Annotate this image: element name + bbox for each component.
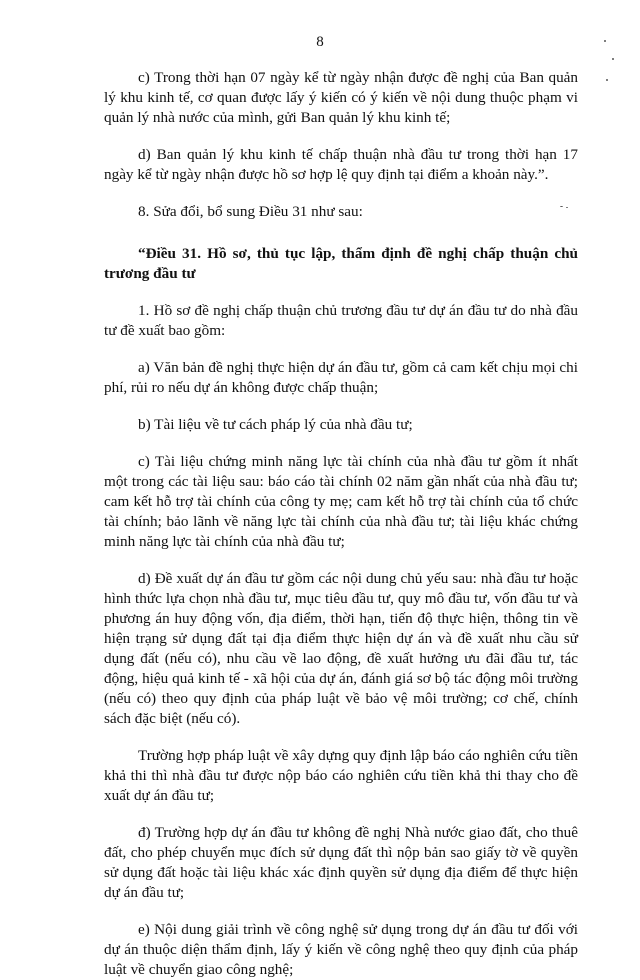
document-body	[104, 68, 578, 980]
paragraph-dd-land: đ) Trường hợp dự án đầu tư không đề nghị Nhà nước giao đất, cho thuê đất, cho phép chuyển mục đích sử dụng đất thì nộp bản sao giấy tờ về quyền sử dụng đất hoặc tài liệu khác xác định quyền sử dụng địa điểm để thực hiện dự án đầu tư;	[104, 824, 578, 901]
paragraph-d-approval: d) Ban quản lý khu kinh tế chấp thuận nhà đầu tư trong thời hạn 17 ngày kể từ ngày nhận được hồ sơ hợp lệ quy định tại điểm a khoản này.”.	[104, 146, 578, 183]
paragraph-c-consultation: c) Trong thời hạn 07 ngày kể từ ngày nhận được đề nghị của Ban quản lý khu kinh tế, cơ quan được lấy ý kiến có ý kiến về nội dung thuộc phạm vi quản lý nhà nước của mình, gửi Ban quản lý khu kinh tế;	[104, 69, 578, 126]
scan-speck	[560, 206, 563, 207]
article-31-heading: “Điều 31. Hồ sơ, thủ tục lập, thẩm định đề nghị chấp thuận chủ trương đầu tư	[104, 245, 578, 282]
scan-speck	[606, 79, 608, 81]
scan-speck	[566, 207, 568, 208]
paragraph-prefeasibility: Trường hợp pháp luật về xây dựng quy định lập báo cáo nghiên cứu tiền khả thi thì nhà đầu tư được nộp báo cáo nghiên cứu tiền khả thi thay cho đề xuất dự án đầu tư;	[104, 747, 578, 804]
page-number: 8	[316, 34, 324, 50]
scan-speck	[612, 58, 614, 60]
paragraph-e-technology: e) Nội dung giải trình về công nghệ sử dụng trong dự án đầu tư đối với dự án thuộc diện thẩm định, lấy ý kiến về công nghệ theo quy định của pháp luật về chuyển giao công nghệ;	[104, 921, 578, 978]
paragraph-c-financial: c) Tài liệu chứng minh năng lực tài chính của nhà đầu tư gồm ít nhất một trong các tài liệu sau: báo cáo tài chính 02 năm gần nhất của nhà đầu tư; cam kết hỗ trợ tài chính của công ty mẹ; cam kết hỗ trợ tài chính của tổ chức tài chính; bảo lãnh về năng lực tài chính của nhà đầu tư; tài liệu khác chứng minh năng lực tài chính của nhà đầu tư;	[104, 453, 578, 550]
paragraph-a-request: a) Văn bản đề nghị thực hiện dự án đầu tư, gồm cả cam kết chịu mọi chi phí, rủi ro nếu dự án không được chấp thuận;	[104, 359, 578, 396]
scan-speck	[604, 40, 606, 42]
paragraph-d-proposal: d) Đề xuất dự án đầu tư gồm các nội dung chủ yếu sau: nhà đầu tư hoặc hình thức lựa chọn nhà đầu tư, mục tiêu đầu tư, quy mô đầu tư, vốn đầu tư và phương án huy động vốn, địa điểm, thời hạn, tiến độ thực hiện, thông tin về hiện trạng sử dụng đất tại địa điểm thực hiện dự án và đề xuất nhu cầu sử dụng đất (nếu có), nhu cầu về lao động, đề xuất hưởng ưu đãi đầu tư, tác động, hiệu quả kinh tế - xã hội của dự án, đánh giá sơ bộ tác động môi trường (nếu có) theo quy định của pháp luật về bảo vệ môi trường; cơ chế, chính sách đặc biệt (nếu có).	[104, 570, 578, 727]
paragraph-b-legal-status: b) Tài liệu về tư cách pháp lý của nhà đầu tư;	[138, 416, 413, 433]
paragraph-1-dossier: 1. Hồ sơ đề nghị chấp thuận chủ trương đầu tư dự án đầu tư do nhà đầu tư đề xuất bao gồm:	[104, 302, 578, 339]
paragraph-amendment-8: 8. Sửa đổi, bổ sung Điều 31 như sau:	[138, 203, 363, 220]
